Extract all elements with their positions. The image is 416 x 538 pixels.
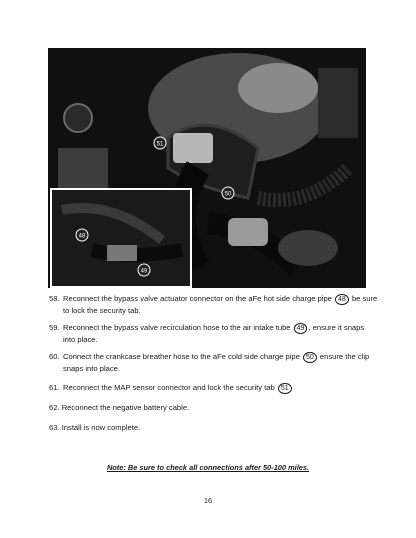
step-continuation: snaps into place. — [63, 364, 120, 373]
callout-50: 50 — [224, 191, 232, 198]
step-58 — [49, 293, 379, 316]
step-continuation: to lock the security tab. — [63, 306, 141, 315]
page-number: 16 — [203, 496, 213, 505]
step-text: Reconnect the bypass valve recirculation hose to the air intake tube — [63, 323, 291, 332]
inset-illustration — [52, 190, 190, 286]
step-text: Connect the crankcase breather hose to the aFe cold side charge pipe — [63, 352, 300, 361]
step-number: 58. — [49, 294, 60, 303]
step-text: Reconnect the negative battery cable. — [61, 403, 190, 412]
step-text-after: ensure the clip — [319, 352, 370, 361]
step-60 — [49, 351, 379, 374]
step-number: 59. — [49, 323, 60, 332]
callout-48: 48 — [78, 233, 86, 240]
step-59 — [49, 322, 379, 345]
ref-circle: 48 — [335, 294, 349, 305]
inset-photo — [50, 188, 192, 288]
note-text: Note: Be sure to check all connections after 50-100 miles. — [106, 463, 310, 472]
callout-51: 51 — [156, 141, 164, 148]
step-number: 61. — [49, 383, 60, 392]
step-63 — [49, 422, 379, 433]
step-62 — [49, 402, 379, 413]
step-number: 60. — [49, 352, 60, 361]
step-text: Reconnect the bypass valve actuator connector on the aFe hot side charge pipe — [63, 294, 332, 303]
step-61 — [49, 382, 379, 394]
step-continuation: into place. — [63, 335, 98, 344]
step-text: Install is now complete. — [61, 423, 141, 432]
step-text-after: be sure — [351, 294, 378, 303]
ref-circle: 49 — [294, 323, 308, 334]
step-number: 63. — [49, 423, 60, 432]
step-number: 62. — [49, 403, 60, 412]
step-text: Reconnect the MAP sensor connector and lock the security tab — [63, 383, 275, 392]
ref-circle: 51 — [278, 383, 292, 394]
step-text-after: , ensure it snaps — [308, 323, 365, 332]
ref-circle: 50 — [303, 352, 317, 363]
callout-49: 49 — [140, 268, 148, 275]
